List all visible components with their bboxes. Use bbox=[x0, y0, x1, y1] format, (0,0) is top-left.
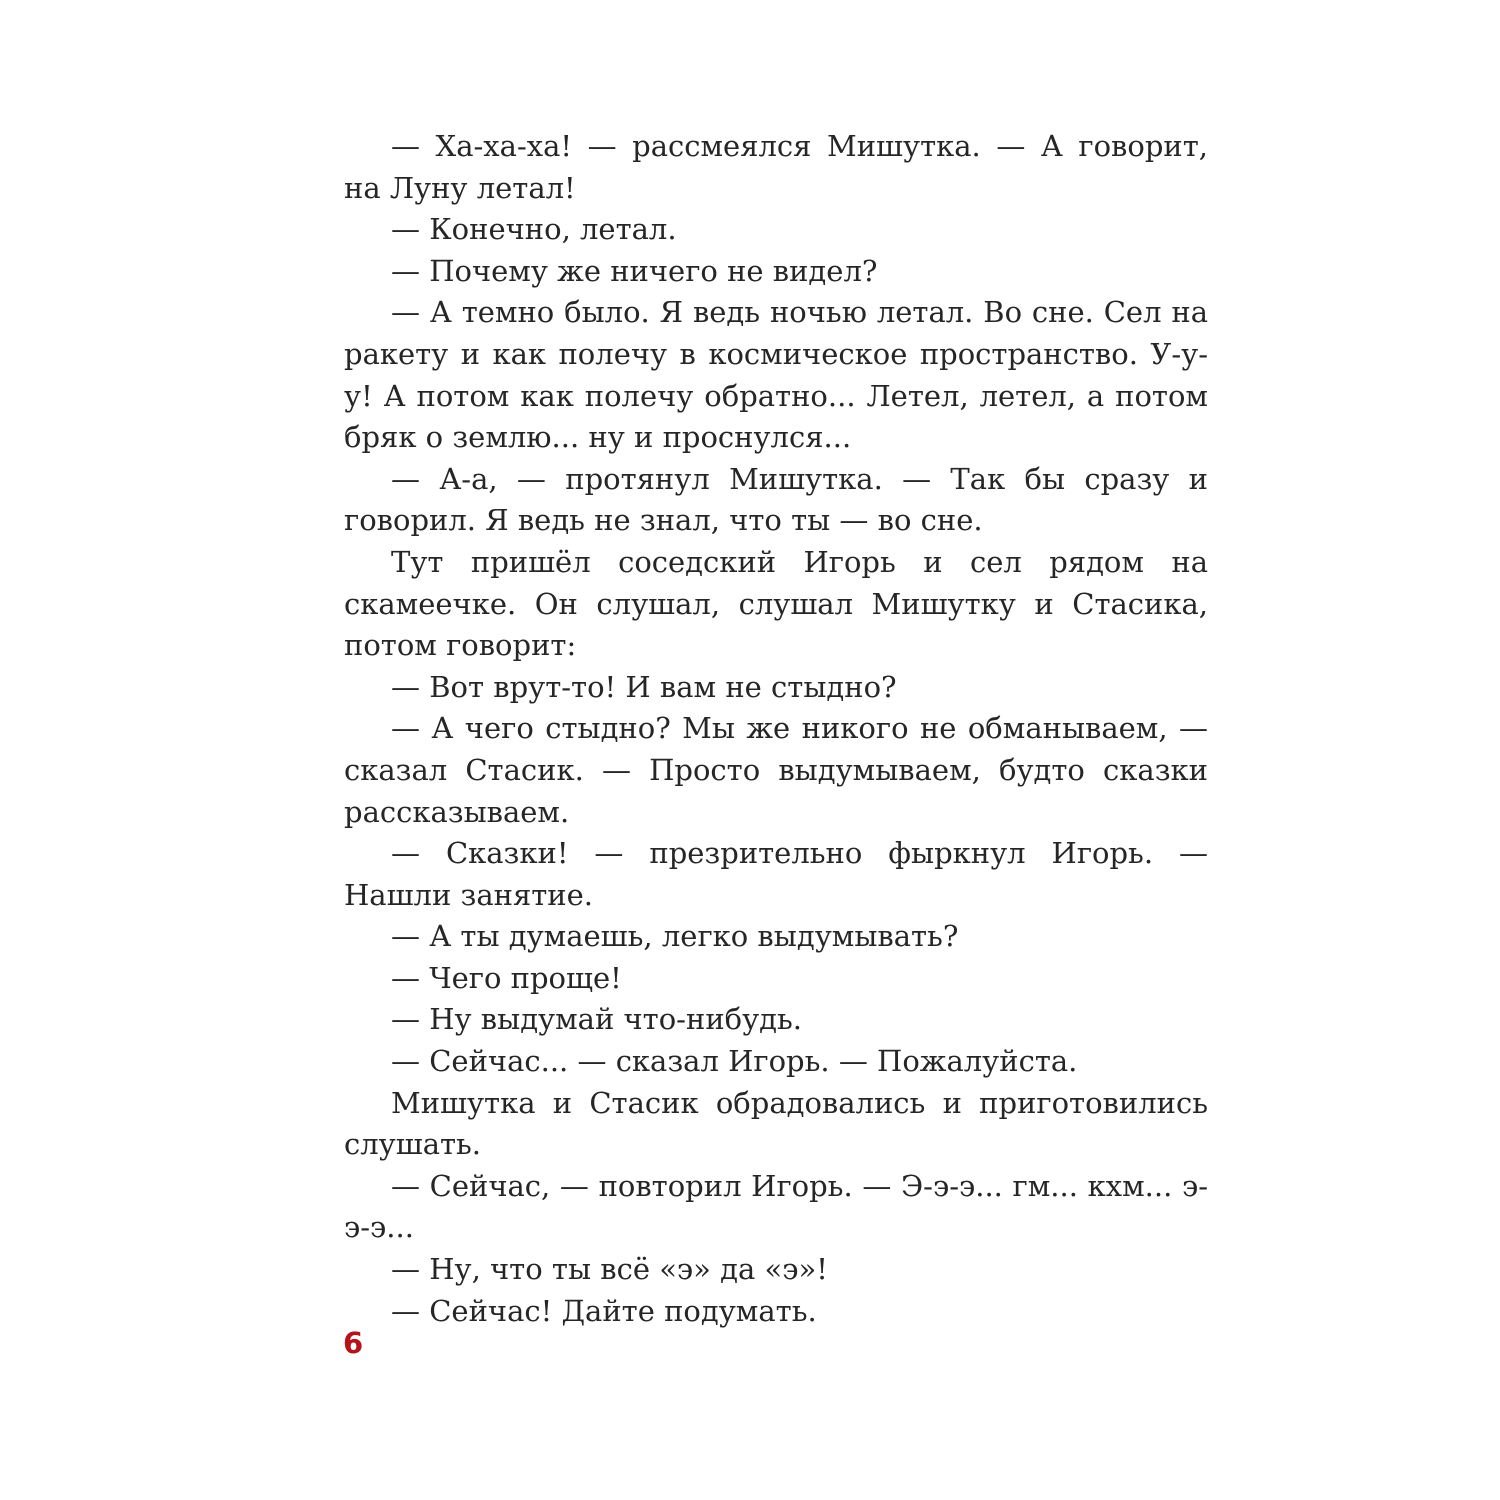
story-text bbox=[344, 126, 1208, 1332]
paragraph: — Чего проще! bbox=[391, 960, 622, 995]
paragraph: — Ну выдумай что-нибудь. bbox=[391, 1002, 803, 1037]
paragraph: — Почему же ничего не видел? bbox=[391, 253, 878, 288]
page-number: 6 bbox=[343, 1326, 364, 1360]
paragraph: — Сейчас! Дайте подумать. bbox=[391, 1293, 817, 1328]
paragraph: — Вот врут-то! И вам не стыдно? bbox=[391, 669, 897, 704]
paragraph: — Сказки! — презрительно фыркнул Игорь. — Нашли занятие. bbox=[344, 836, 1208, 912]
paragraph: — А-а, — протянул Мишутка. — Так бы сразу и говорил. Я ведь не знал, что ты — во сне. bbox=[344, 461, 1208, 538]
paragraph: Мишутка и Стасик обрадовались и приготовились слушать. bbox=[344, 1085, 1208, 1162]
paragraph: — Ну, что ты всё «э» да «э»! bbox=[391, 1252, 828, 1287]
paragraph: — А темно было. Я ведь ночью летал. Во сне. Сел на ракету и как полечу в космическое пространство. У-у-у! А потом как полечу обратно... Летел, летел, а потом бряк о землю... ну и проснулся... bbox=[344, 295, 1208, 455]
paragraph: Тут пришёл соседский Игорь и сел рядом на скамеечке. Он слушал, слушал Мишутку и Стасика, потом говорит: bbox=[344, 544, 1208, 663]
paragraph: — Сейчас, — повторил Игорь. — Э-э-э... гм... кхм... э-э-э... bbox=[344, 1168, 1208, 1245]
paragraph: — Конечно, летал. bbox=[391, 212, 677, 247]
paragraph: — Ха-ха-ха! — рассмеялся Мишутка. — А говорит, на Луну летал! bbox=[344, 129, 1208, 205]
paragraph: — А чего стыдно? Мы же никого не обманываем, — сказал Стасик. — Просто выдумываем, будто сказки рассказываем. bbox=[344, 711, 1208, 829]
paragraph: — А ты думаешь, легко выдумывать? bbox=[391, 919, 959, 954]
paragraph: — Сейчас... — сказал Игорь. — Пожалуйста. bbox=[391, 1044, 1078, 1079]
